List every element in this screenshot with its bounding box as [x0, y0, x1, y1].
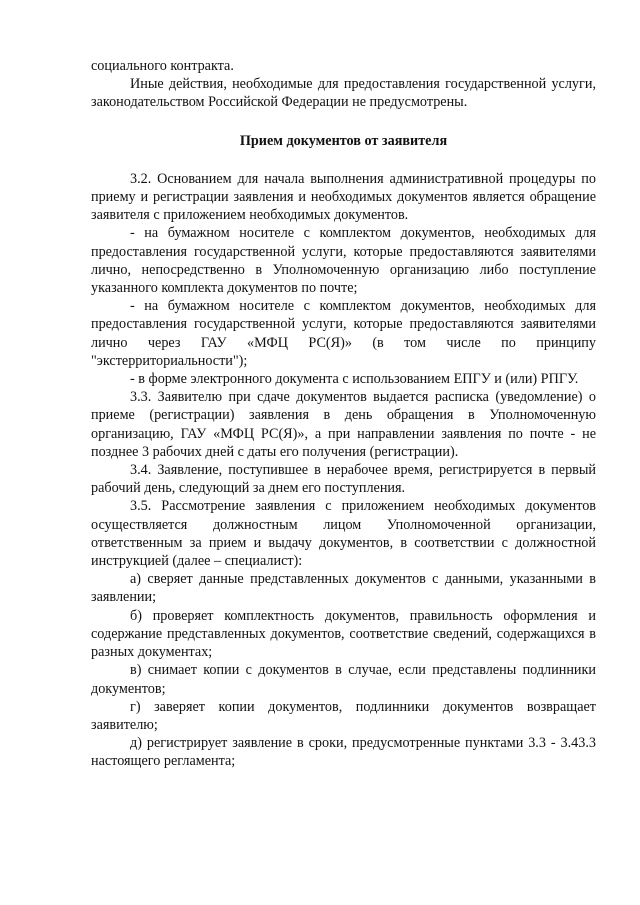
paragraph-3-5: 3.5. Рассмотрение заявления с приложением необходимых документов осуществляется должностным лицом Уполномоченной организации, ответственным за прием и выдачу документов, в соответствии с должностной инструкцией (далее – специалист): — [91, 498, 596, 570]
list-item-a: а) сверяет данные представленных документов с данными, указанными в заявлении; — [91, 571, 596, 606]
list-item-b: б) проверяет комплектность документов, правильность оформления и содержание представленных документов, соответствие сведений, содержащихся в разных документах; — [91, 607, 596, 661]
list-item-g: г) заверяет копии документов, подлинники документов возвращает заявителю; — [91, 698, 596, 733]
list-item-d: д) регистрирует заявление в сроки, предусмотренные пунктами 3.3 - 3.43.3 настоящего регламента; — [91, 735, 596, 770]
document-body — [91, 57, 596, 771]
paragraph-1: Иные действия, необходимые для предоставления государственной услуги, законодательством Российской Федерации не предусмотрены. — [91, 76, 596, 111]
paragraph-3-3: 3.3. Заявителю при сдаче документов выдается расписка (уведомление) о приеме (регистрации) заявления в день обращения в Уполномоченную организацию, ГАУ «МФЦ РС(Я)», а при направлении заявления по почте - не позднее 3 рабочих дней с даты его получения (регистрации). — [91, 389, 596, 460]
paragraph-0: социального контракта. — [91, 58, 234, 74]
paragraph-3-4: 3.4. Заявление, поступившее в нерабочее время, регистрируется в первый рабочий день, следующий за днем его поступления. — [91, 462, 596, 497]
list-item-v: в) снимает копии с документов в случае, если представлены подлинники документов; — [91, 662, 596, 697]
paragraph-bullet-paper-mfc: - на бумажном носителе с комплектом документов, необходимых для предоставления государственной услуги, которые предоставляются заявителями лично через ГАУ «МФЦ РС(Я)» (в том числе по принципу "экстерриториальности"); — [91, 298, 596, 369]
paragraph-bullet-electronic: - в форме электронного документа с использованием ЕПГУ и (или) РПГУ. — [130, 371, 579, 388]
paragraph-3-2: 3.2. Основанием для начала выполнения административной процедуры по приему и регистрации заявления и необходимых документов является обращение заявителя с приложением необходимых документов. — [91, 170, 596, 224]
paragraph-bullet-paper-direct: - на бумажном носителе с комплектом документов, необходимых для предоставления государственной услуги, которые предоставляются заявителями лично, непосредственно в Уполномоченную организацию либо поступление указанного комплекта документов по почте; — [91, 225, 596, 297]
section-heading: Прием документов от заявителя — [239, 132, 448, 149]
